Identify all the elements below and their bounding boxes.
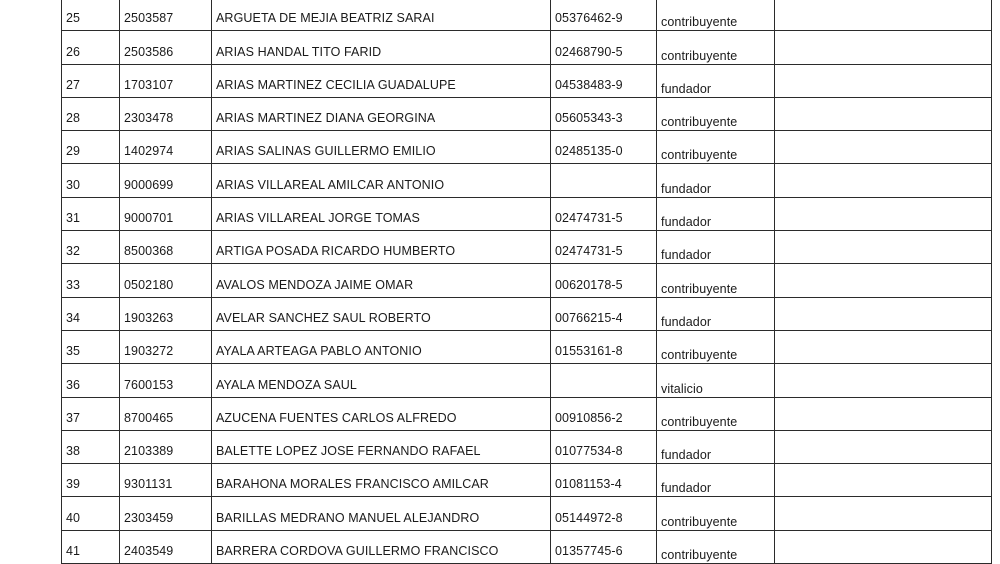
row-number: 35 [62, 330, 120, 363]
member-registry-body [62, 0, 992, 564]
table-row [62, 131, 992, 164]
member-name: ARIAS HANDAL TITO FARID [212, 31, 551, 64]
member-nit: 05605343-3 [551, 97, 657, 130]
row-number: 28 [62, 97, 120, 130]
table-row [62, 64, 992, 97]
table-row [62, 0, 992, 31]
empty-cell [775, 31, 992, 64]
row-number: 34 [62, 297, 120, 330]
member-nit: 02474731-5 [551, 231, 657, 264]
member-nit: 02468790-5 [551, 31, 657, 64]
member-nit [551, 364, 657, 397]
row-number: 39 [62, 464, 120, 497]
member-code: 9000701 [120, 197, 212, 230]
member-nit: 01357745-6 [551, 530, 657, 563]
member-nit: 05144972-8 [551, 497, 657, 530]
member-type: fundador [657, 430, 775, 463]
member-name: ARTIGA POSADA RICARDO HUMBERTO [212, 231, 551, 264]
empty-cell [775, 197, 992, 230]
table-row [62, 197, 992, 230]
empty-cell [775, 364, 992, 397]
member-nit: 02474731-5 [551, 197, 657, 230]
member-name: BARRERA CORDOVA GUILLERMO FRANCISCO [212, 530, 551, 563]
member-code: 2403549 [120, 530, 212, 563]
empty-cell [775, 530, 992, 563]
row-number: 38 [62, 430, 120, 463]
member-code: 9301131 [120, 464, 212, 497]
member-code: 2303459 [120, 497, 212, 530]
member-type: fundador [657, 464, 775, 497]
table-row [62, 497, 992, 530]
table-row [62, 430, 992, 463]
table-row [62, 464, 992, 497]
empty-cell [775, 297, 992, 330]
member-nit: 05376462-9 [551, 0, 657, 31]
empty-cell [775, 464, 992, 497]
member-code: 2103389 [120, 430, 212, 463]
member-nit: 01077534-8 [551, 430, 657, 463]
member-nit [551, 164, 657, 197]
member-nit: 00910856-2 [551, 397, 657, 430]
member-code: 1903263 [120, 297, 212, 330]
member-type: contribuyente [657, 397, 775, 430]
member-type: fundador [657, 164, 775, 197]
empty-cell [775, 497, 992, 530]
member-type: fundador [657, 231, 775, 264]
member-type: contribuyente [657, 530, 775, 563]
member-code: 1903272 [120, 330, 212, 363]
row-number: 27 [62, 64, 120, 97]
table-row [62, 364, 992, 397]
member-nit: 04538483-9 [551, 64, 657, 97]
member-code: 2303478 [120, 97, 212, 130]
member-name: ARIAS VILLAREAL JORGE TOMAS [212, 197, 551, 230]
row-number: 30 [62, 164, 120, 197]
empty-cell [775, 131, 992, 164]
member-code: 8500368 [120, 231, 212, 264]
table-row [62, 397, 992, 430]
row-number: 25 [62, 0, 120, 31]
member-code: 2503587 [120, 0, 212, 31]
member-code: 1402974 [120, 131, 212, 164]
row-number: 32 [62, 231, 120, 264]
member-type: contribuyente [657, 97, 775, 130]
member-nit: 01553161-8 [551, 330, 657, 363]
member-code: 9000699 [120, 164, 212, 197]
member-nit: 00620178-5 [551, 264, 657, 297]
row-number: 41 [62, 530, 120, 563]
row-number: 36 [62, 364, 120, 397]
empty-cell [775, 64, 992, 97]
member-code: 7600153 [120, 364, 212, 397]
empty-cell [775, 164, 992, 197]
row-number: 33 [62, 264, 120, 297]
empty-cell [775, 330, 992, 363]
member-name: AVELAR SANCHEZ SAUL ROBERTO [212, 297, 551, 330]
member-name: BARAHONA MORALES FRANCISCO AMILCAR [212, 464, 551, 497]
member-nit: 00766215-4 [551, 297, 657, 330]
empty-cell [775, 430, 992, 463]
row-number: 26 [62, 31, 120, 64]
member-name: AYALA MENDOZA SAUL [212, 364, 551, 397]
empty-cell [775, 264, 992, 297]
member-code: 1703107 [120, 64, 212, 97]
member-type: vitalicio [657, 364, 775, 397]
member-nit: 02485135-0 [551, 131, 657, 164]
member-type: contribuyente [657, 264, 775, 297]
empty-cell [775, 0, 992, 31]
member-type: contribuyente [657, 131, 775, 164]
table-row [62, 264, 992, 297]
member-type: fundador [657, 297, 775, 330]
member-registry-table [61, 0, 992, 564]
member-name: BARILLAS MEDRANO MANUEL ALEJANDRO [212, 497, 551, 530]
row-number: 40 [62, 497, 120, 530]
table-row [62, 31, 992, 64]
empty-cell [775, 397, 992, 430]
member-name: AZUCENA FUENTES CARLOS ALFREDO [212, 397, 551, 430]
table-row [62, 231, 992, 264]
member-code: 2503586 [120, 31, 212, 64]
table-row [62, 164, 992, 197]
row-number: 31 [62, 197, 120, 230]
empty-cell [775, 97, 992, 130]
member-name: BALETTE LOPEZ JOSE FERNANDO RAFAEL [212, 430, 551, 463]
member-code: 8700465 [120, 397, 212, 430]
member-type: contribuyente [657, 497, 775, 530]
member-type: contribuyente [657, 330, 775, 363]
member-code: 0502180 [120, 264, 212, 297]
member-name: ARIAS SALINAS GUILLERMO EMILIO [212, 131, 551, 164]
table-row [62, 530, 992, 563]
table-row [62, 297, 992, 330]
row-number: 29 [62, 131, 120, 164]
empty-cell [775, 231, 992, 264]
member-name: ARIAS MARTINEZ DIANA GEORGINA [212, 97, 551, 130]
row-number: 37 [62, 397, 120, 430]
member-name: ARGUETA DE MEJIA BEATRIZ SARAI [212, 0, 551, 31]
member-type: fundador [657, 64, 775, 97]
member-name: AVALOS MENDOZA JAIME OMAR [212, 264, 551, 297]
member-name: AYALA ARTEAGA PABLO ANTONIO [212, 330, 551, 363]
table-row [62, 97, 992, 130]
member-type: fundador [657, 197, 775, 230]
member-name: ARIAS VILLAREAL AMILCAR ANTONIO [212, 164, 551, 197]
member-type: contribuyente [657, 0, 775, 31]
member-name: ARIAS MARTINEZ CECILIA GUADALUPE [212, 64, 551, 97]
table-row [62, 330, 992, 363]
member-type: contribuyente [657, 31, 775, 64]
member-nit: 01081153-4 [551, 464, 657, 497]
